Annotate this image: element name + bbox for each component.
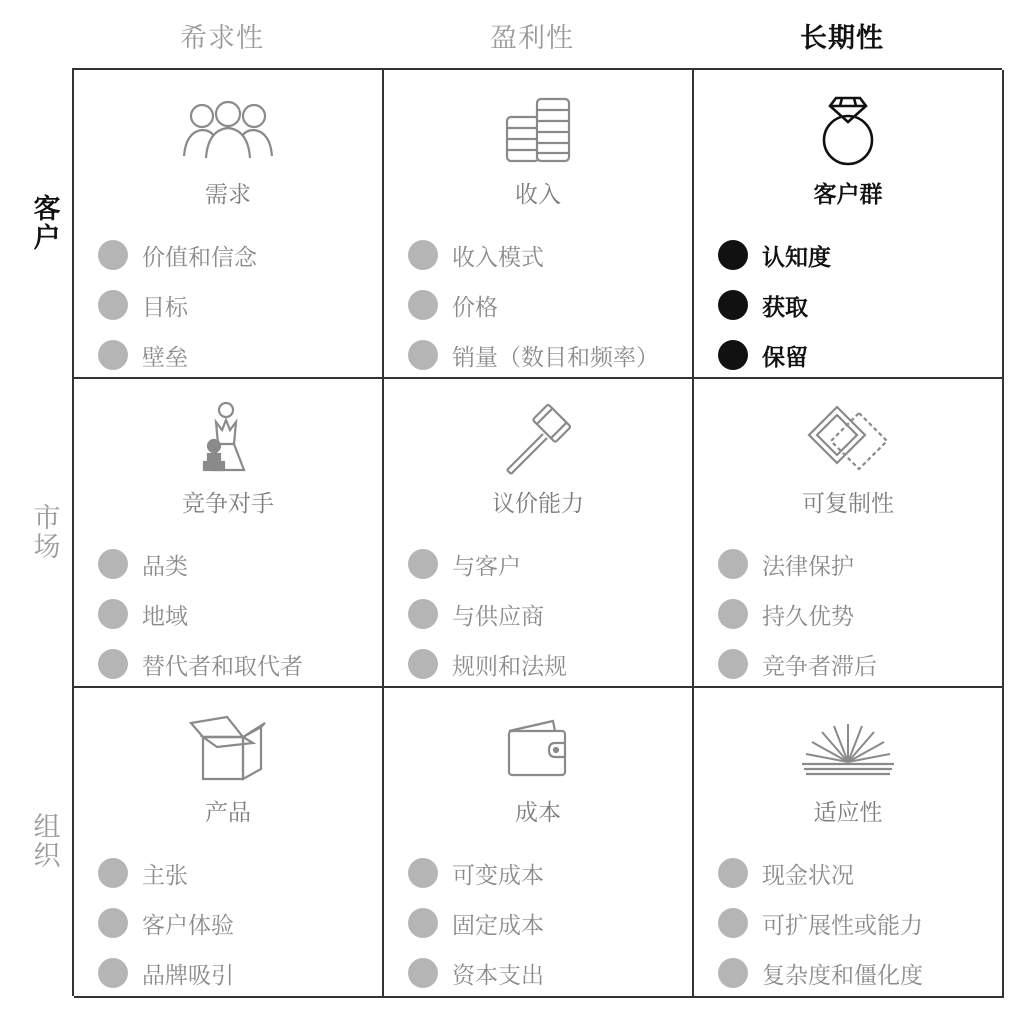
bullet-dot bbox=[98, 549, 128, 579]
cell-revenue bbox=[384, 70, 694, 379]
list-item-label: 品类 bbox=[142, 553, 188, 580]
list-item bbox=[98, 330, 257, 380]
bullet-dot bbox=[718, 958, 748, 988]
wallet-icon bbox=[488, 710, 588, 786]
cell-competitors bbox=[74, 379, 384, 688]
bullet-dot bbox=[98, 599, 128, 629]
list-item bbox=[408, 848, 544, 898]
bullet-dot bbox=[408, 958, 438, 988]
cell-needs bbox=[74, 70, 384, 379]
cell-title: 可复制性 bbox=[802, 491, 894, 517]
list-item-label: 法律保护 bbox=[762, 553, 854, 580]
item-list bbox=[408, 539, 567, 689]
cell-customer-base bbox=[694, 70, 1004, 379]
list-item bbox=[718, 898, 923, 948]
column-header-desirability: 希求性 bbox=[180, 23, 264, 54]
cell-title: 成本 bbox=[515, 800, 561, 826]
list-item-label: 获取 bbox=[762, 294, 808, 321]
cell-replicability bbox=[694, 379, 1004, 688]
cell-title: 客户群 bbox=[813, 182, 883, 208]
list-item-label: 地域 bbox=[142, 603, 188, 630]
bullet-dot bbox=[718, 599, 748, 629]
item-list bbox=[718, 848, 923, 998]
list-item-label: 价格 bbox=[452, 294, 498, 321]
bullet-dot bbox=[408, 858, 438, 888]
list-item bbox=[408, 639, 567, 689]
list-item bbox=[408, 898, 544, 948]
item-list bbox=[98, 539, 303, 689]
item-list bbox=[98, 230, 257, 380]
bullet-dot bbox=[98, 858, 128, 888]
coins-icon bbox=[488, 92, 588, 168]
list-item bbox=[408, 230, 659, 280]
list-item-label: 壁垒 bbox=[142, 344, 188, 371]
list-item-label: 价值和信念 bbox=[142, 244, 257, 271]
list-item bbox=[98, 280, 257, 330]
row-header-market: 市场 bbox=[28, 502, 60, 561]
bullet-dot bbox=[98, 908, 128, 938]
cell-title: 需求 bbox=[205, 182, 251, 208]
list-item-label: 目标 bbox=[142, 294, 188, 321]
list-item-label: 主张 bbox=[142, 862, 188, 889]
item-list bbox=[718, 539, 877, 689]
list-item-label: 固定成本 bbox=[452, 912, 544, 939]
bullet-dot bbox=[98, 958, 128, 988]
copy-squares-icon bbox=[798, 401, 898, 477]
bullet-dot bbox=[408, 340, 438, 370]
diamond-ring-icon bbox=[798, 92, 898, 168]
list-item bbox=[718, 539, 877, 589]
list-item bbox=[718, 330, 831, 380]
people-icon bbox=[178, 92, 278, 168]
list-item bbox=[408, 948, 544, 998]
list-item-label: 品牌吸引 bbox=[142, 962, 234, 989]
list-item bbox=[98, 589, 303, 639]
bullet-dot bbox=[718, 340, 748, 370]
list-item bbox=[408, 539, 567, 589]
cell-bargaining-power bbox=[384, 379, 694, 688]
list-item-label: 客户体验 bbox=[142, 912, 234, 939]
list-item bbox=[718, 230, 831, 280]
bullet-dot bbox=[98, 340, 128, 370]
bullet-dot bbox=[408, 549, 438, 579]
list-item bbox=[718, 639, 877, 689]
cell-title: 产品 bbox=[205, 800, 251, 826]
column-header-profitability: 盈利性 bbox=[490, 23, 574, 54]
list-item bbox=[718, 948, 923, 998]
row-header-organization: 组织 bbox=[28, 812, 60, 870]
sunrise-icon bbox=[798, 710, 898, 786]
item-list bbox=[98, 848, 234, 998]
box-icon bbox=[178, 710, 278, 786]
bullet-dot bbox=[408, 649, 438, 679]
list-item bbox=[98, 898, 234, 948]
list-item bbox=[98, 639, 303, 689]
cell-costs bbox=[384, 688, 694, 998]
bullet-dot bbox=[718, 908, 748, 938]
list-item-label: 销量（数目和频率） bbox=[452, 344, 659, 371]
bullet-dot bbox=[408, 599, 438, 629]
column-header-longevity: 长期性 bbox=[800, 23, 884, 54]
bullet-dot bbox=[718, 290, 748, 320]
list-item-label: 保留 bbox=[762, 344, 808, 371]
list-item-label: 替代者和取代者 bbox=[142, 653, 303, 680]
cell-title: 竞争对手 bbox=[182, 491, 274, 517]
item-list bbox=[408, 230, 659, 380]
list-item-label: 持久优势 bbox=[762, 603, 854, 630]
list-item-label: 规则和法规 bbox=[452, 653, 567, 680]
row-header-customer: 客户 bbox=[28, 193, 60, 252]
item-list bbox=[408, 848, 544, 998]
list-item-label: 资本支出 bbox=[452, 962, 544, 989]
list-item bbox=[408, 589, 567, 639]
bullet-dot bbox=[98, 649, 128, 679]
bullet-dot bbox=[408, 908, 438, 938]
list-item-label: 竞争者滞后 bbox=[762, 653, 877, 680]
cell-title: 收入 bbox=[515, 182, 561, 208]
list-item bbox=[718, 589, 877, 639]
bullet-dot bbox=[98, 240, 128, 270]
bullet-dot bbox=[98, 290, 128, 320]
gavel-icon bbox=[488, 401, 588, 477]
bullet-dot bbox=[408, 240, 438, 270]
list-item bbox=[98, 948, 234, 998]
list-item-label: 复杂度和僵化度 bbox=[762, 962, 923, 989]
cell-title: 适应性 bbox=[813, 800, 883, 826]
list-item-label: 收入模式 bbox=[452, 244, 544, 271]
list-item bbox=[408, 280, 659, 330]
cell-adaptability bbox=[694, 688, 1004, 998]
cell-title: 议价能力 bbox=[492, 491, 584, 517]
cell-product bbox=[74, 688, 384, 998]
list-item-label: 可变成本 bbox=[452, 862, 544, 889]
bullet-dot bbox=[718, 549, 748, 579]
list-item-label: 与客户 bbox=[452, 553, 521, 580]
list-item bbox=[98, 848, 234, 898]
list-item-label: 认知度 bbox=[762, 244, 831, 271]
list-item bbox=[98, 539, 303, 589]
list-item-label: 与供应商 bbox=[452, 603, 544, 630]
chess-pieces-icon bbox=[178, 401, 278, 477]
list-item bbox=[718, 280, 831, 330]
bullet-dot bbox=[718, 649, 748, 679]
list-item-label: 可扩展性或能力 bbox=[762, 912, 923, 939]
bullet-dot bbox=[718, 240, 748, 270]
bullet-dot bbox=[718, 858, 748, 888]
list-item-label: 现金状况 bbox=[762, 862, 854, 889]
list-item bbox=[718, 848, 923, 898]
list-item bbox=[98, 230, 257, 280]
bullet-dot bbox=[408, 290, 438, 320]
list-item bbox=[408, 330, 659, 380]
item-list bbox=[718, 230, 831, 380]
matrix-grid bbox=[72, 68, 1002, 996]
